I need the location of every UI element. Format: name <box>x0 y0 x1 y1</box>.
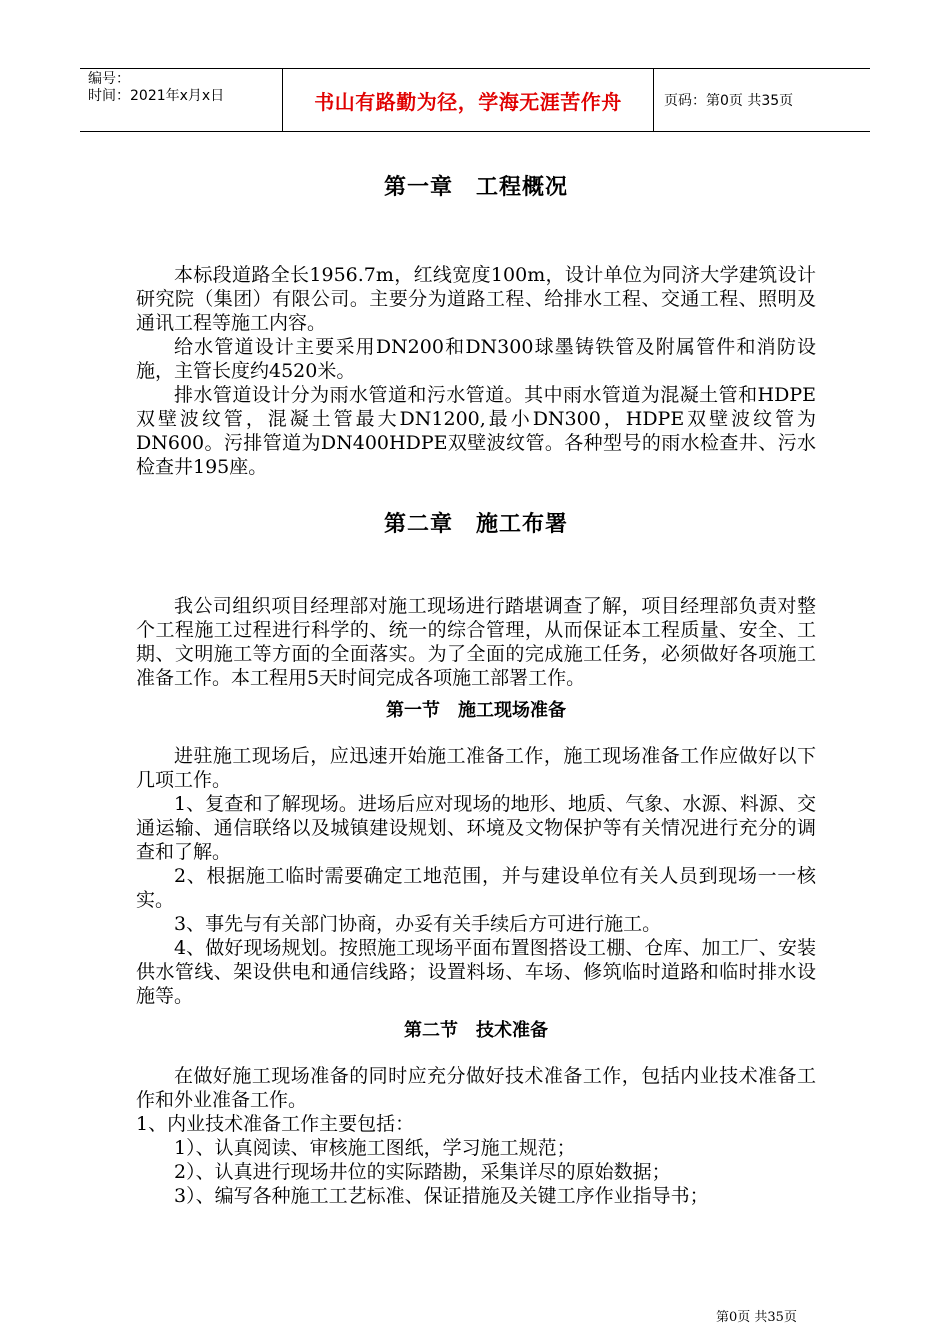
document-date: 时间：2021年x月x日 <box>88 88 225 104</box>
header-motto-cell <box>282 69 654 131</box>
section-1-paragraph: 3、事先与有关部门协商，办妥有关手续后方可进行施工。 <box>174 913 662 935</box>
chapter-1-paragraph: 排水管道设计分为雨水管道和污水管道。其中雨水管道为混凝土管和HDPE双壁波纹管，混凝土管最大DN1200,最小DN300，HDPE双壁波纹管为DN600。污排管道为DN400HDPE双壁波纹管。各种型号的雨水检查井、污水检查井195座。 <box>136 384 816 478</box>
section-1-paragraph: 1、复查和了解现场。进场后应对现场的地形、地质、气象、水源、料源、交通运输、通信联络以及城镇建设规划、环境及文物保护等有关情况进行充分的调查和了解。 <box>136 793 816 863</box>
chapter-1-paragraph: 给水管道设计主要采用DN200和DN300球墨铸铁管及附属管件和消防设施，主管长度约4520米。 <box>136 336 816 382</box>
section-1-paragraph: 4、做好现场规划。按照施工现场平面布置图搭设工棚、仓库、加工厂、安装供水管线、架设供电和通信线路；设置料场、车场、修筑临时道路和临时排水设施等。 <box>136 937 816 1007</box>
document-number-label: 编号： <box>88 71 130 87</box>
list-item: 1）、认真阅读、审核施工图纸，学习施工规范； <box>174 1137 576 1159</box>
section-1-title: 第一节 施工现场准备 <box>386 700 566 721</box>
page-footer: 第0页 共35页 <box>716 1310 797 1325</box>
header-page-cell <box>654 69 870 131</box>
document-body <box>136 170 816 1208</box>
section-1-paragraph: 2、根据施工临时需要确定工地范围，并与建设单位有关人员到现场一一核实。 <box>136 865 816 911</box>
section-2-title: 第二节 技术准备 <box>404 1020 548 1041</box>
header-page-number: 页码：第0页 共35页 <box>664 93 794 109</box>
list-item: 3）、编写各种施工工艺标准、保证措施及关键工序作业指导书； <box>174 1185 709 1207</box>
section-1-paragraph: 进驻施工现场后，应迅速开始施工准备工作，施工现场准备工作应做好以下几项工作。 <box>136 745 816 791</box>
chapter-1-paragraph: 本标段道路全长1956.7m，红线宽度100m，设计单位为同济大学建筑设计研究院（集团）有限公司。主要分为道路工程、给排水工程、交通工程、照明及通讯工程等施工内容。 <box>136 264 816 334</box>
chapter-1-title: 第一章 工程概况 <box>383 175 568 200</box>
section-2-list-heading: 1、内业技术准备工作主要包括： <box>136 1113 415 1135</box>
section-2-intro: 在做好施工现场准备的同时应充分做好技术准备工作，包括内业技术准备工作和外业准备工作。 <box>136 1065 816 1111</box>
header-motto: 书山有路勤为径，学海无涯苦作舟 <box>314 89 622 114</box>
page-header <box>80 68 870 132</box>
header-meta <box>80 69 282 131</box>
chapter-2-intro: 我公司组织项目经理部对施工现场进行踏堪调查了解，项目经理部负责对整个工程施工过程进行科学的、统一的综合管理，从而保证本工程质量、安全、工期、文明施工等方面的全面落实。为了全面的完成施工任务，必须做好各项施工准备工作。本工程用5天时间完成各项施工部署工作。 <box>136 595 816 689</box>
chapter-2-title: 第二章 施工布署 <box>383 512 568 537</box>
list-item: 2）、认真进行现场井位的实际踏勘，采集详尽的原始数据； <box>174 1161 671 1183</box>
